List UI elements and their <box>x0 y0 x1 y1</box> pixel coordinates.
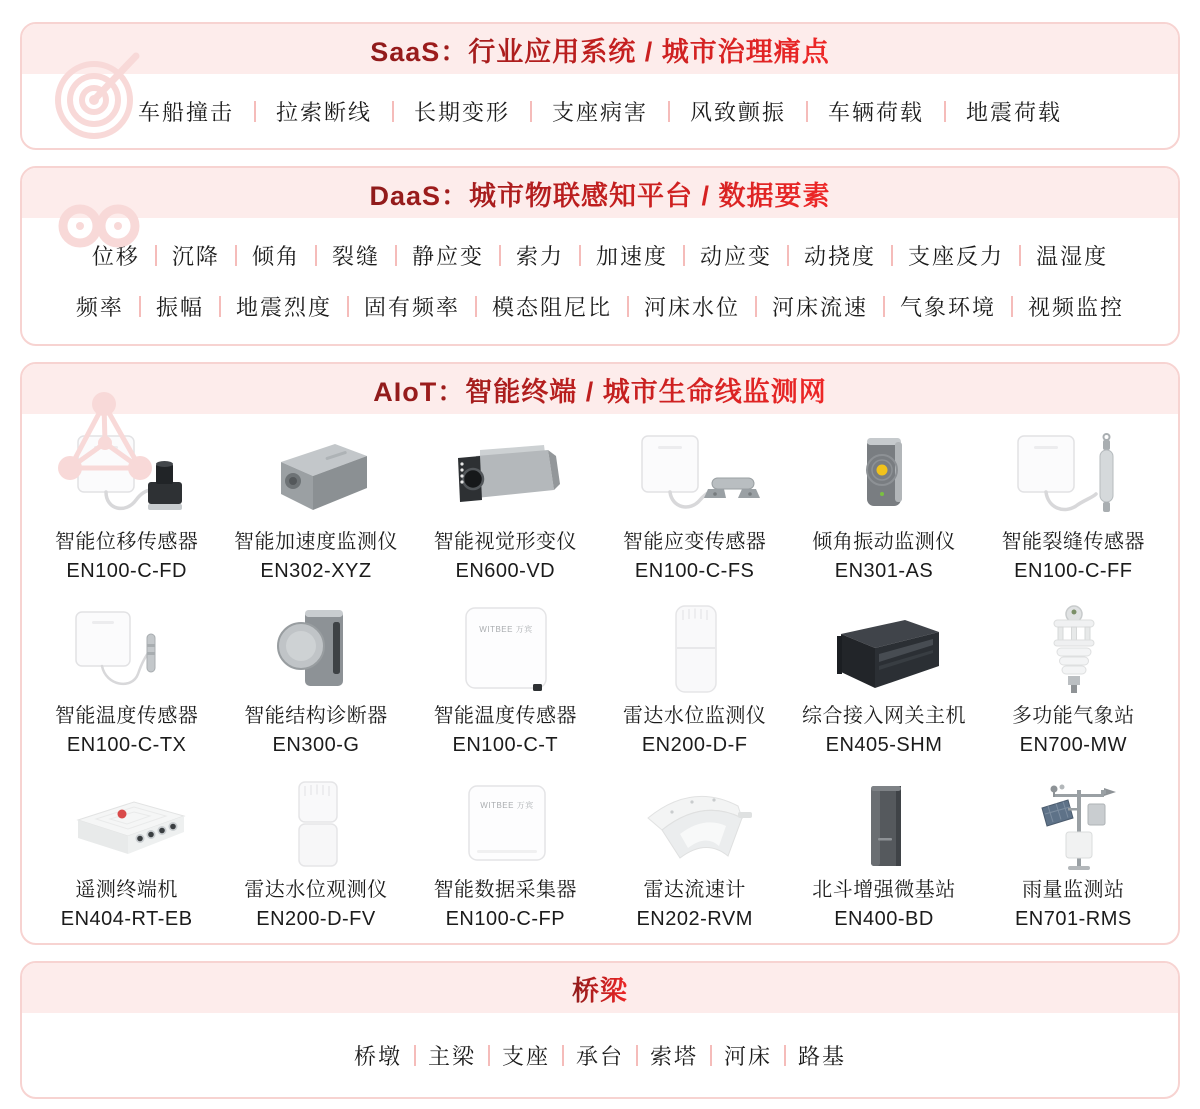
product-card <box>221 600 410 760</box>
product-card <box>32 426 221 586</box>
list-item: 动应变 <box>668 240 772 271</box>
list-item: 长期变形 <box>372 96 510 127</box>
list-item: 主梁 <box>402 1040 476 1071</box>
product-card <box>789 426 978 586</box>
list-item: 索塔 <box>624 1040 698 1071</box>
product-model: EN302-XYZ <box>260 560 372 582</box>
product-card <box>411 774 600 934</box>
product-card <box>411 426 600 586</box>
product-name: 雷达流速计 <box>643 879 746 901</box>
aiot-product-grid <box>22 414 1178 934</box>
brand-label: WITBEE 万宾 <box>479 625 534 634</box>
list-item: 沉降 <box>140 240 220 271</box>
product-name: 多功能气象站 <box>1011 705 1135 727</box>
list-item: 位移 <box>91 244 140 269</box>
product-model: EN202-RVM <box>636 908 753 930</box>
product-model: EN405-SHM <box>825 734 943 756</box>
beidou-base-station-image <box>809 774 959 876</box>
tilt-vibration-monitor-image <box>809 426 959 528</box>
list-item: 加速度 <box>564 240 668 271</box>
saas-pain-point-list <box>138 96 1062 127</box>
product-card <box>600 600 789 760</box>
product-model: EN100-C-T <box>452 734 559 756</box>
temperature-sensor-probe-image <box>52 600 202 702</box>
aiot-header-band <box>22 364 1178 414</box>
product-name: 智能视觉形变仪 <box>433 531 578 553</box>
displacement-sensor-image <box>52 426 202 528</box>
product-name: 智能加速度监测仪 <box>233 531 398 553</box>
product-card <box>411 600 600 760</box>
product-model: EN404-RT-EB <box>60 908 193 930</box>
list-item: 振幅 <box>124 291 204 322</box>
list-item: 倾角 <box>220 240 300 271</box>
product-card <box>221 426 410 586</box>
product-model: EN301-AS <box>834 560 934 582</box>
product-name: 智能结构诊断器 <box>244 705 388 727</box>
list-item: 车辆荷载 <box>786 96 924 127</box>
product-card <box>32 774 221 934</box>
aiot-section <box>20 362 1180 945</box>
product-card <box>789 774 978 934</box>
list-item: 模态阻尼比 <box>460 291 612 322</box>
product-model: EN700-MW <box>1019 734 1127 756</box>
list-item: 温湿度 <box>1004 240 1108 271</box>
product-name: 北斗增强微基站 <box>812 879 956 901</box>
list-item: 风致颤振 <box>648 96 786 127</box>
list-item: 频率 <box>75 295 124 320</box>
list-item: 静应变 <box>380 240 484 271</box>
product-name: 雷达水位观测仪 <box>244 879 388 901</box>
product-name: 遥测终端机 <box>75 879 178 901</box>
bridge-title: 桥梁 <box>572 969 628 1008</box>
product-name: 雨量监测站 <box>1022 879 1125 901</box>
list-item: 支座反力 <box>876 240 1004 271</box>
list-item: 路基 <box>772 1040 846 1071</box>
radar-flow-meter-image <box>620 774 770 876</box>
strain-sensor-image <box>620 426 770 528</box>
list-item: 地震烈度 <box>204 291 332 322</box>
product-model: EN600-VD <box>455 560 556 582</box>
list-item: 索力 <box>484 240 564 271</box>
list-item: 裂缝 <box>300 240 380 271</box>
product-model: EN100-C-FD <box>66 560 187 582</box>
product-name: 智能位移传感器 <box>54 531 199 553</box>
saas-header-band <box>22 24 1178 74</box>
radar-water-level-observer-image <box>241 774 391 876</box>
saas-section <box>20 22 1180 150</box>
product-card <box>32 600 221 760</box>
list-item: 固有频率 <box>332 291 460 322</box>
acceleration-monitor-image <box>241 426 391 528</box>
brand-label: WITBEE 万宾 <box>480 801 535 810</box>
product-card <box>979 774 1168 934</box>
product-model: EN200-D-FV <box>256 908 376 930</box>
product-card <box>221 774 410 934</box>
list-item: 地震荷载 <box>924 96 1062 127</box>
product-card <box>979 600 1168 760</box>
product-card <box>600 426 789 586</box>
bridge-body <box>22 1013 1178 1097</box>
product-name: 倾角振动监测仪 <box>812 531 956 553</box>
list-item: 河床水位 <box>612 291 740 322</box>
daas-body <box>22 218 1178 344</box>
bridge-section <box>20 961 1180 1099</box>
temperature-sensor-image <box>430 600 580 702</box>
daas-header-band <box>22 168 1178 218</box>
product-model: EN400-BD <box>834 908 934 930</box>
list-item: 气象环境 <box>868 291 996 322</box>
saas-body <box>22 74 1178 148</box>
list-item: 支座病害 <box>510 96 648 127</box>
product-model: EN100-C-FP <box>445 908 566 930</box>
list-item: 河床流速 <box>740 291 868 322</box>
vision-deformation-camera-image <box>430 426 580 528</box>
list-item: 拉索断线 <box>234 96 372 127</box>
product-model: EN200-D-F <box>641 734 748 756</box>
product-name: 智能温度传感器 <box>433 705 578 727</box>
product-model: EN100-C-FF <box>1014 560 1133 582</box>
daas-data-list-row2 <box>76 291 1124 322</box>
radar-water-level-monitor-image <box>620 600 770 702</box>
list-item: 车船撞击 <box>137 99 234 125</box>
product-name: 综合接入网关主机 <box>801 705 966 727</box>
daas-title: DaaS：城市物联感知平台 / 数据要素 <box>369 174 830 213</box>
gateway-host-image <box>809 600 959 702</box>
product-card <box>789 600 978 760</box>
data-collector-image <box>430 774 580 876</box>
product-name: 智能数据采集器 <box>433 879 578 901</box>
product-name: 智能应变传感器 <box>622 531 767 553</box>
crack-sensor-image <box>998 426 1148 528</box>
product-model: EN701-RMS <box>1014 908 1132 930</box>
product-model: EN100-C-FS <box>634 560 755 582</box>
list-item: 承台 <box>550 1040 624 1071</box>
list-item: 桥墩 <box>353 1043 402 1069</box>
product-name: 智能裂缝传感器 <box>1001 531 1146 553</box>
product-name: 雷达水位监测仪 <box>622 705 767 727</box>
product-card <box>600 774 789 934</box>
list-item: 河床 <box>698 1040 772 1071</box>
daas-data-list-row1 <box>92 240 1108 271</box>
telemetry-terminal-image <box>52 774 202 876</box>
list-item: 动挠度 <box>772 240 876 271</box>
list-item: 视频监控 <box>996 291 1124 322</box>
list-item: 支座 <box>476 1040 550 1071</box>
product-model: EN300-G <box>272 734 360 756</box>
rainfall-station-image <box>998 774 1148 876</box>
product-name: 智能温度传感器 <box>54 705 199 727</box>
saas-title: SaaS：行业应用系统 / 城市治理痛点 <box>370 30 830 69</box>
weather-station-image <box>998 600 1148 702</box>
structure-diagnosis-image <box>241 600 391 702</box>
product-card <box>979 426 1168 586</box>
product-model: EN100-C-TX <box>66 734 187 756</box>
aiot-title: AIoT：智能终端 / 城市生命线监测网 <box>373 370 827 409</box>
daas-section <box>20 166 1180 346</box>
bridge-component-list <box>354 1040 846 1071</box>
bridge-header-band <box>22 963 1178 1013</box>
